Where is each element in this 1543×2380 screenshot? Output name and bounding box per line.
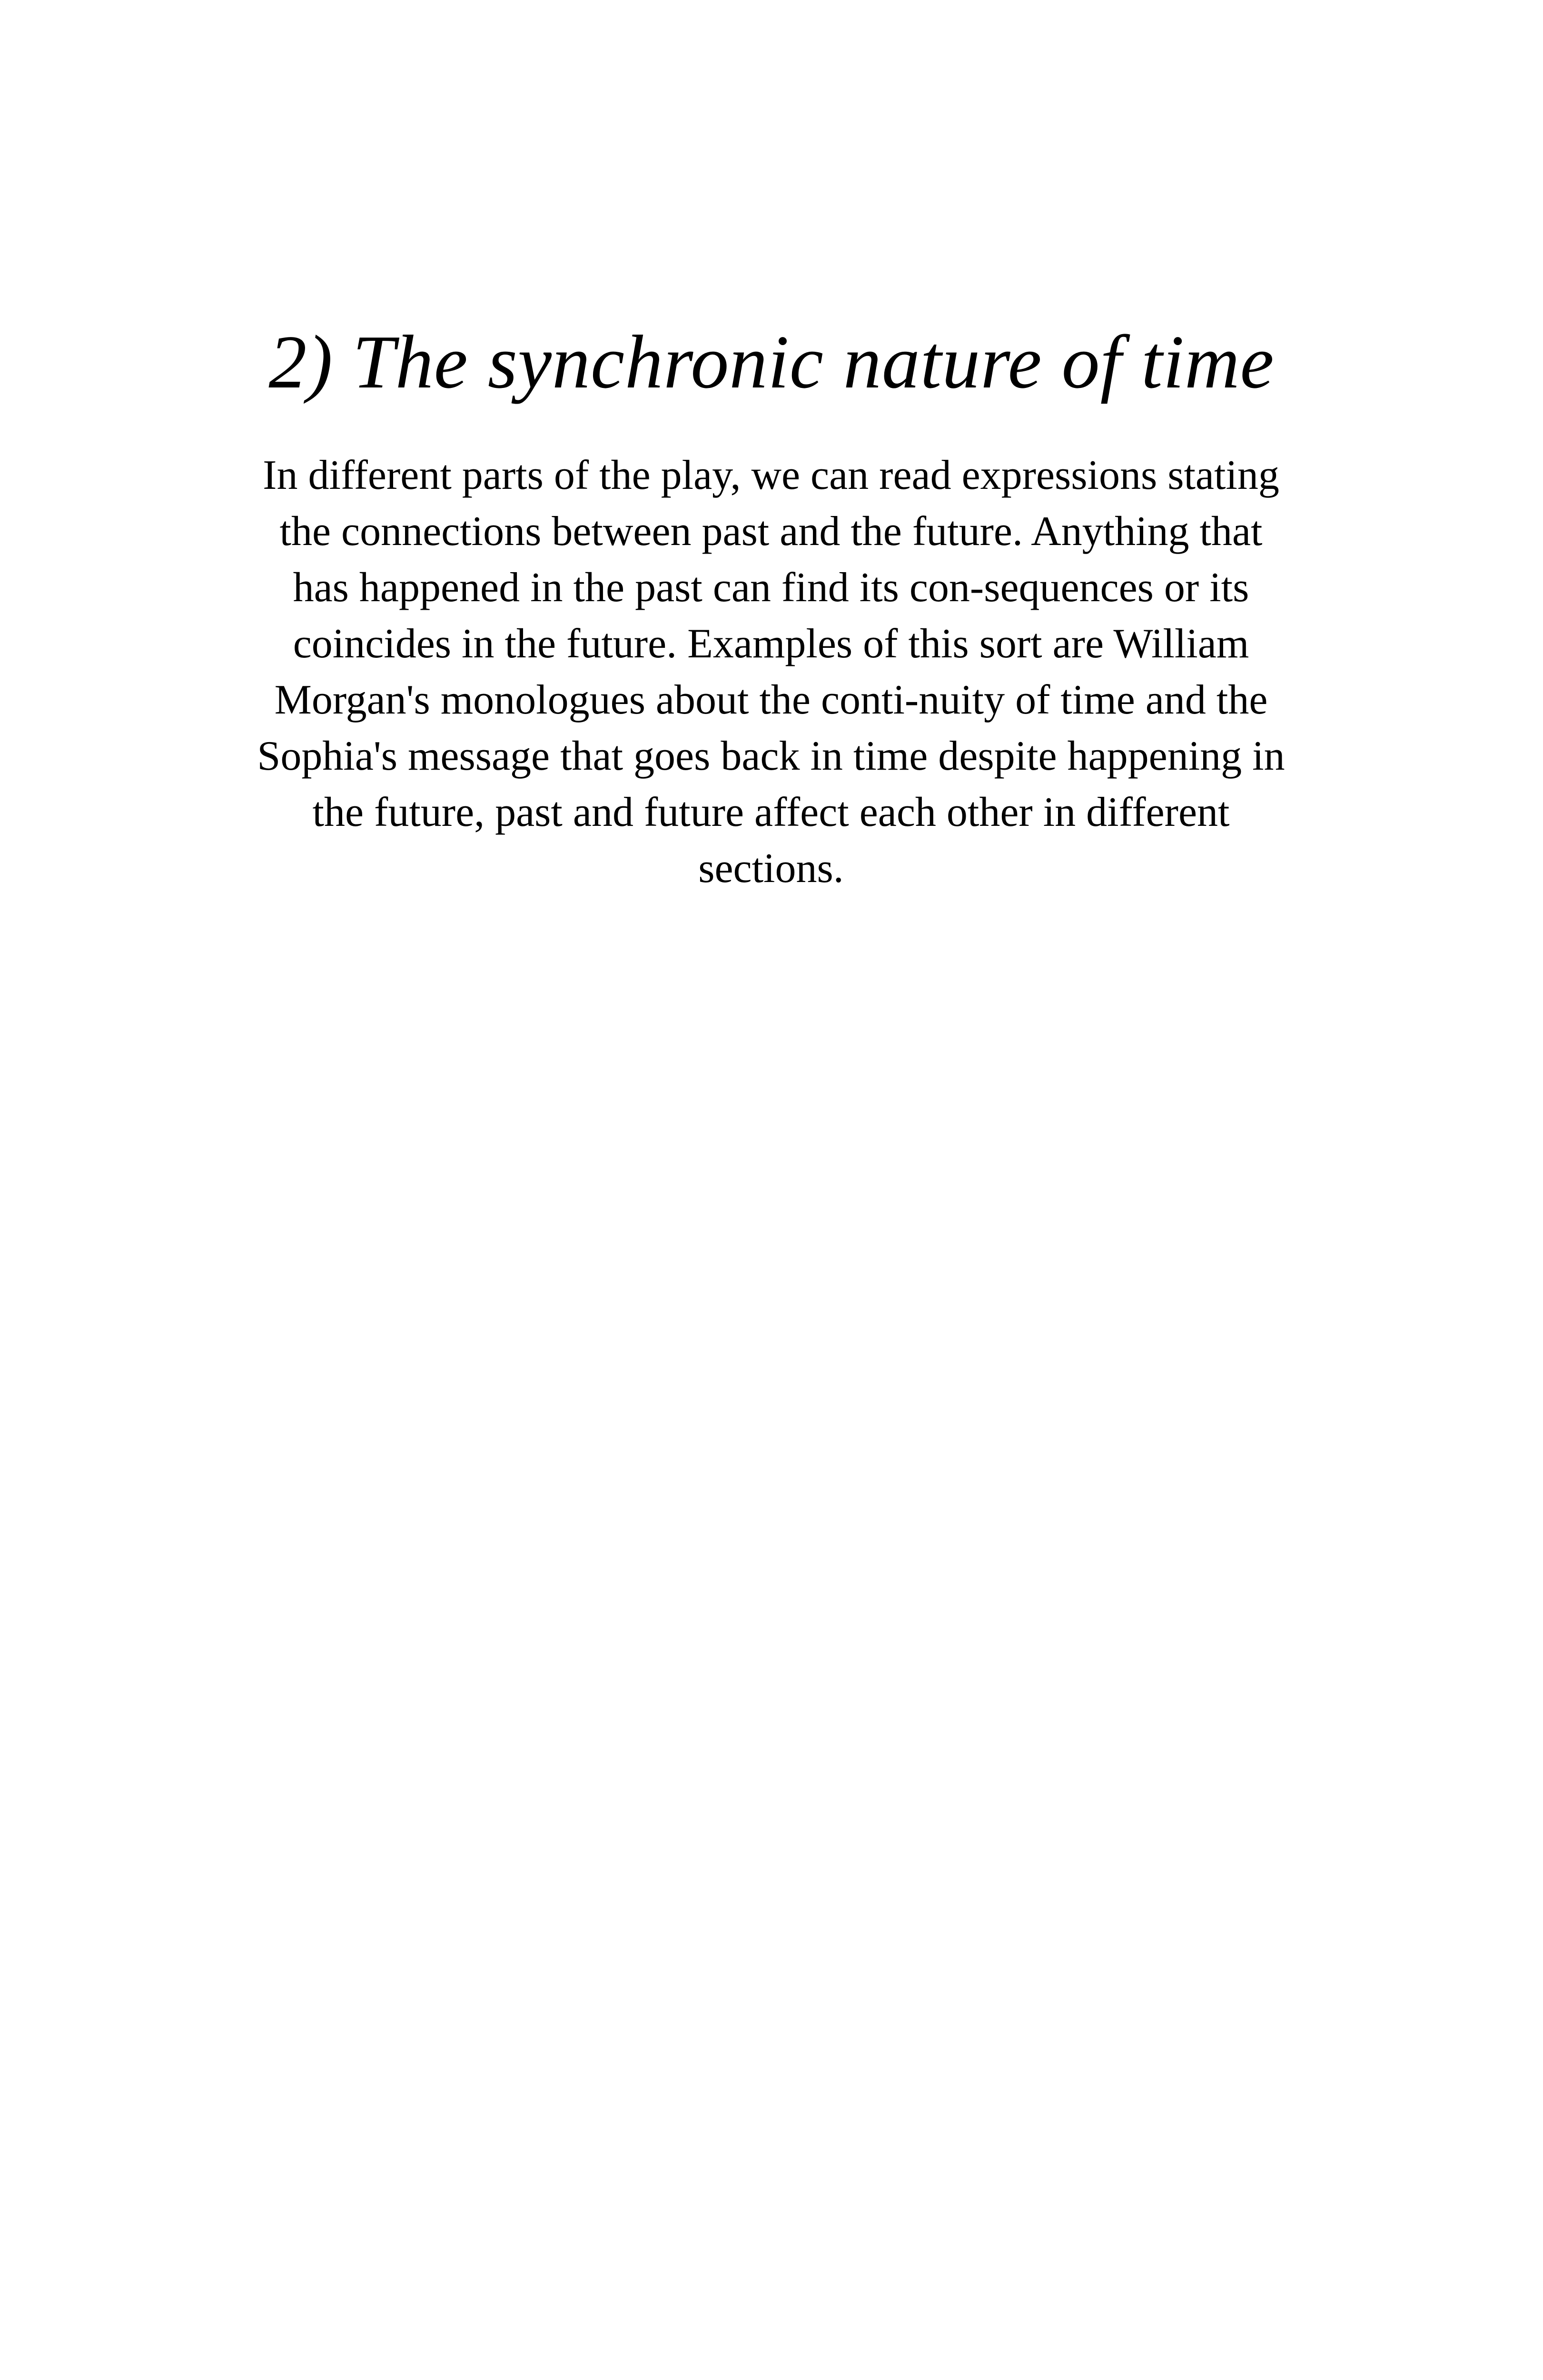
paragraph-line: the connections between past and the future. Anything that [279,508,1263,555]
paragraph-line: sections. [698,845,844,892]
body-paragraph [221,447,1321,897]
paragraph-line: Morgan's monologues about the conti-nuity of time and the [274,677,1268,723]
section-heading: 2) The synchronic nature of time [268,319,1275,404]
paragraph-line: coincides in the future. Examples of this sort are William [293,621,1249,667]
paragraph-line: Sophia's message that goes back in time despite happening in [257,733,1285,779]
paragraph-line: In different parts of the play, we can read expressions stating [263,452,1279,498]
paragraph-line: the future, past and future affect each other in different [312,789,1230,835]
paragraph-line: has happened in the past can find its con-sequences or its [293,565,1249,611]
